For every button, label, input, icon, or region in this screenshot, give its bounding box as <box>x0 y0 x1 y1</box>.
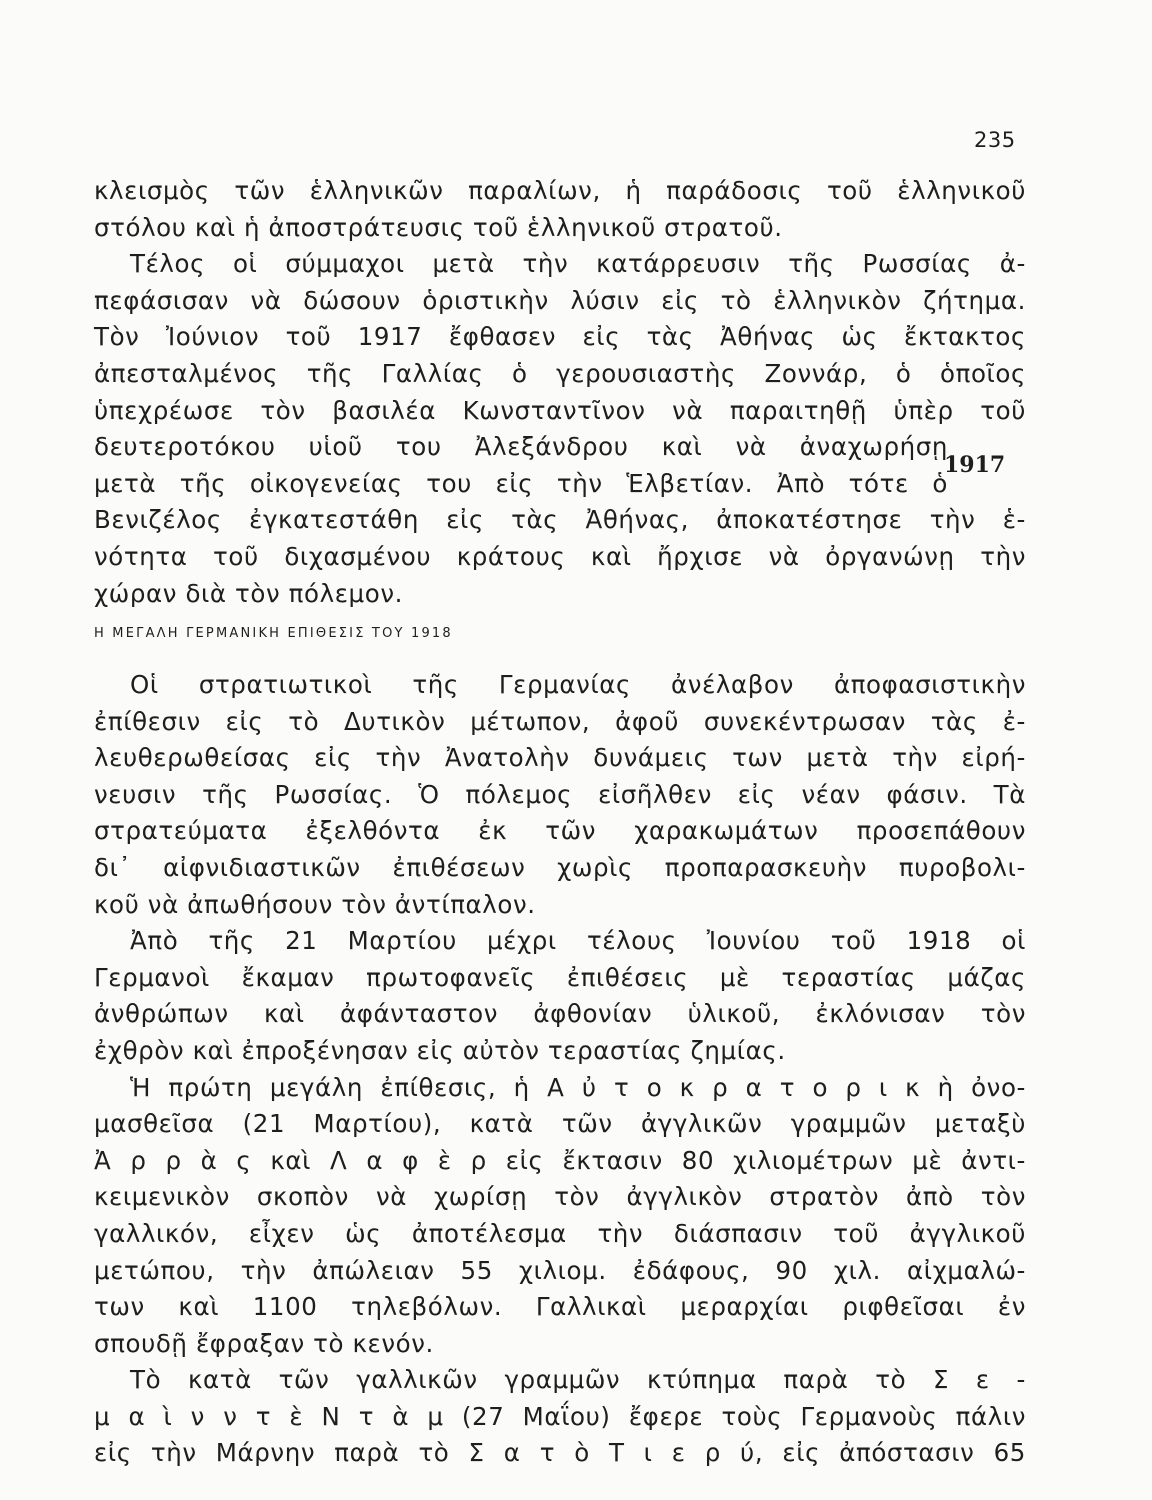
text-line: νότητα τοῦ διχασμένου κράτους καὶ ἤρχισε νὰ ὀργανώνῃ τὴν <box>94 541 1026 571</box>
text-line: ἐπίθεσιν εἰς τὸ Δυτικὸν μέτωπον, ἀφοῦ συνεκέντρωσαν τὰς ἐ- <box>94 706 1026 736</box>
text-line: κλεισμὸς τῶν ἑλληνικῶν παραλίων, ἡ παράδοσις τοῦ ἑλληνικοῦ <box>94 176 1026 205</box>
text-line: Τὸ κατὰ τῶν γαλλικῶν γραμμῶν κτύπημα παρὰ τὸ Σ ε - <box>130 1365 1026 1395</box>
margin-year-note: 1917 <box>944 452 1006 478</box>
text-line: μετώπου, τὴν ἀπώλειαν 55 χιλιομ. ἐδάφους, 90 χιλ. αἰχμαλώ- <box>94 1255 1026 1285</box>
text-line: ἀνθρώπων καὶ ἀφάνταστον ἀφθονίαν ὑλικοῦ, ἐκλόνισαν τὸν <box>94 999 1026 1029</box>
text-line: κοῦ νὰ ἀπωθήσουν τὸν ἀντίπαλον. <box>94 889 536 919</box>
text-line: λευθερωθείσας εἰς τὴν Ἀνατολὴν δυνάμεις των μετὰ τὴν εἰρή- <box>94 743 1026 773</box>
text-line: Ἀπὸ τῆς 21 Μαρτίου μέχρι τέλους Ἰουνίου τοῦ 1918 οἱ <box>130 926 1026 956</box>
text-line: κειμενικὸν σκοπὸν νὰ χωρίσῃ τὸν ἀγγλικὸν στρατὸν ἀπὸ τὸν <box>94 1182 1026 1212</box>
text-line: Ἡ πρώτη μεγάλη ἐπίθεσις, ἡ Α ὐ τ ο κ ρ α τ ο ρ ι κ ὴ ὀνο- <box>130 1072 1026 1102</box>
text-line: μετὰ τῆς οἰκογενείας του εἰς τὴν Ἑλβετίαν. Ἀπὸ τότε ὁ <box>94 468 948 498</box>
text-line: γαλλικόν, εἶχεν ὡς ἀποτέλεσμα τὴν διάσπασιν τοῦ ἀγγλικοῦ <box>94 1218 1026 1248</box>
section-heading: Η ΜΕΓΑΛΗ ΓΕΡΜΑΝΙΚΗ ΕΠΙΘΕΣΙΣ ΤΟΥ 1918 <box>94 626 453 641</box>
text-line: δευτεροτόκου υἱοῦ του Ἀλεξάνδρου καὶ νὰ ἀναχωρήσῃ <box>94 432 948 462</box>
text-line: στόλου καὶ ἡ ἀποστράτευσις τοῦ ἑλληνικοῦ στρατοῦ. <box>94 212 783 242</box>
text-line: Οἱ στρατιωτικοὶ τῆς Γερμανίας ἀνέλαβον ἀποφασιστικὴν <box>130 670 1026 699</box>
text-line: νευσιν τῆς Ρωσσίας. Ὁ πόλεμος εἰσῆλθεν εἰς νέαν φάσιν. Τὰ <box>94 779 1026 809</box>
text-line: Βενιζέλος ἐγκατεστάθη εἰς τὰς Ἀθήνας, ἀποκατέστησε τὴν ἑ- <box>94 505 1026 535</box>
text-line: Τὸν Ἰούνιον τοῦ 1917 ἔφθασεν εἰς τὰς Ἀθήνας ὡς ἔκτακτος <box>94 322 1026 352</box>
page-number: 235 <box>974 128 1016 152</box>
paragraph-block-1918 <box>94 667 1026 1472</box>
text-line: Ἀ ρ ρ ὰ ς καὶ Λ α φ ὲ ρ εἰς ἔκτασιν 80 χιλιομέτρων μὲ ἀντι- <box>94 1145 1026 1175</box>
text-line: μασθεῖσα (21 Μαρτίου), κατὰ τῶν ἀγγλικῶν γραμμῶν μεταξὺ <box>94 1109 1026 1139</box>
text-line: ἐχθρὸν καὶ ἐπροξένησαν εἰς αὐτὸν τεραστίας ζημίας. <box>94 1035 786 1065</box>
text-line: των καὶ 1100 τηλεβόλων. Γαλλικαὶ μεραρχίαι ριφθεῖσαι ἐν <box>94 1292 1026 1322</box>
text-line: σπουδῇ ἔφραξαν τὸ κενόν. <box>94 1328 434 1358</box>
text-line: ὑπεχρέωσε τὸν βασιλέα Κωνσταντῖνον νὰ παραιτηθῇ ὑπὲρ τοῦ <box>94 395 1026 425</box>
text-line: στρατεύματα ἐξελθόντα ἐκ τῶν χαρακωμάτων προσεπάθουν <box>94 816 1026 846</box>
text-line: δι᾿ αἰφνιδιαστικῶν ἐπιθέσεων χωρὶς προπαρασκευὴν πυροβολι- <box>94 852 1026 882</box>
text-line: εἰς τὴν Μάρνην παρὰ τὸ Σ α τ ὸ Τ ι ε ρ ύ, εἰς ἀπόστασιν 65 <box>94 1438 1026 1468</box>
text-line: μ α ὶ ν ν τ ὲ Ν τ ὰ μ (27 Μαΐου) ἔφερε τοὺς Γερμανοὺς πάλιν <box>94 1401 1026 1431</box>
text-line: πεφάσισαν νὰ δώσουν ὁριστικὴν λύσιν εἰς τὸ ἑλληνικὸν ζήτημα. <box>94 285 1026 315</box>
text-line: χώραν διὰ τὸν πόλεμον. <box>94 578 404 608</box>
text-line: ἀπεσταλμένος τῆς Γαλλίας ὁ γερουσιαστὴς Ζοννάρ, ὁ ὁποῖος <box>94 358 1026 388</box>
paragraph-block-1917 <box>94 173 1026 612</box>
text-line: Γερμανοὶ ἔκαμαν πρωτοφανεῖς ἐπιθέσεις μὲ τεραστίας μάζας <box>94 962 1026 992</box>
text-line: Τέλος οἱ σύμμαχοι μετὰ τὴν κατάρρευσιν τῆς Ρωσσίας ἀ- <box>130 249 1026 279</box>
